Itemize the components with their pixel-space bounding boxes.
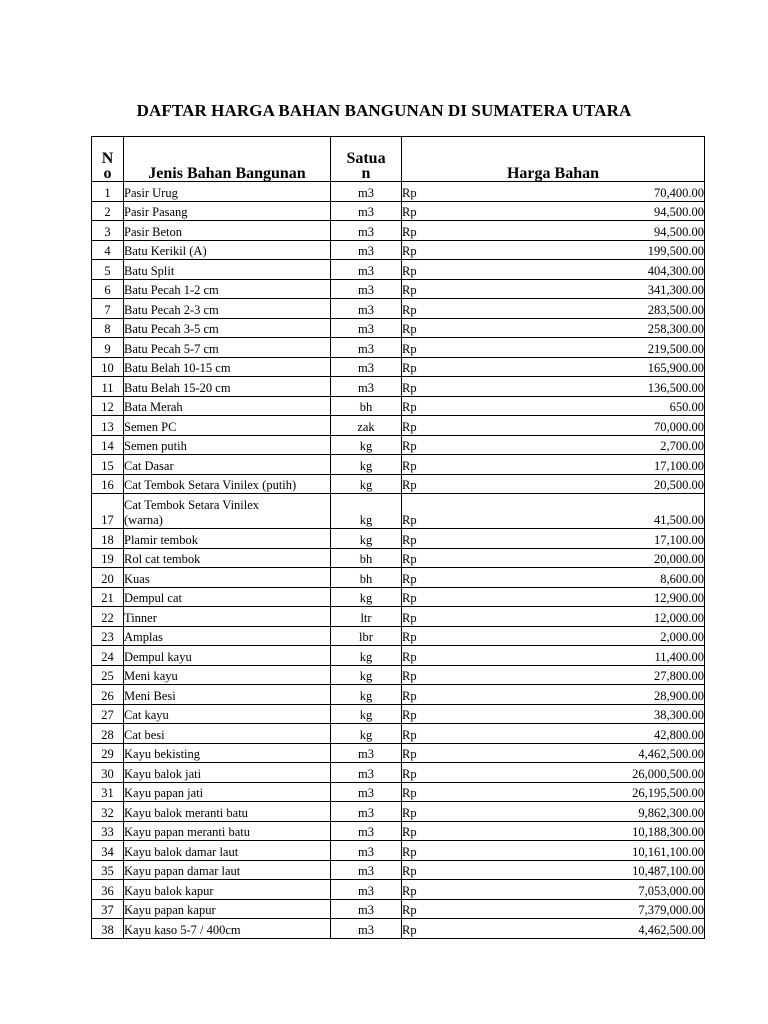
cell-price: 26,000,500.00 [553, 763, 705, 783]
cell-no: 14 [92, 435, 124, 455]
cell-currency: Rp [402, 724, 554, 744]
cell-unit: zak [331, 416, 402, 436]
cell-price: 11,400.00 [553, 646, 705, 666]
cell-currency: Rp [402, 685, 554, 705]
cell-unit: bh [331, 548, 402, 568]
cell-no: 27 [92, 704, 124, 724]
cell-price: 404,300.00 [553, 260, 705, 280]
cell-no: 24 [92, 646, 124, 666]
cell-no: 20 [92, 568, 124, 588]
cell-no: 12 [92, 396, 124, 416]
cell-currency: Rp [402, 299, 554, 319]
price-table [91, 136, 705, 939]
cell-price: 20,000.00 [553, 548, 705, 568]
cell-currency: Rp [402, 357, 554, 377]
cell-name: Cat Tembok Setara Vinilex (putih) [124, 474, 331, 494]
cell-price: 2,000.00 [553, 626, 705, 646]
cell-price: 165,900.00 [553, 357, 705, 377]
cell-no: 35 [92, 860, 124, 880]
table-row [92, 474, 705, 494]
cell-name: Pasir Beton [124, 221, 331, 241]
cell-price: 4,462,500.00 [553, 743, 705, 763]
cell-name: Kayu kaso 5-7 / 400cm [124, 919, 331, 939]
table-row [92, 802, 705, 822]
table-row [92, 279, 705, 299]
table-row [92, 763, 705, 783]
cell-currency: Rp [402, 743, 554, 763]
cell-price: 28,900.00 [553, 685, 705, 705]
cell-unit: m3 [331, 221, 402, 241]
cell-name: Batu Belah 10-15 cm [124, 357, 331, 377]
cell-no: 11 [92, 377, 124, 397]
cell-currency: Rp [402, 338, 554, 358]
cell-currency: Rp [402, 607, 554, 627]
cell-unit: m3 [331, 338, 402, 358]
cell-name: Kayu papan jati [124, 782, 331, 802]
cell-no: 6 [92, 279, 124, 299]
cell-name: Bata Merah [124, 396, 331, 416]
cell-currency: Rp [402, 880, 554, 900]
cell-price: 94,500.00 [553, 201, 705, 221]
cell-unit: m3 [331, 201, 402, 221]
cell-name: Batu Pecah 2-3 cm [124, 299, 331, 319]
cell-no: 31 [92, 782, 124, 802]
table-row [92, 416, 705, 436]
cell-unit: kg [331, 435, 402, 455]
cell-unit: m3 [331, 240, 402, 260]
cell-unit: m3 [331, 299, 402, 319]
cell-name: Kayu balok jati [124, 763, 331, 783]
table-row [92, 665, 705, 685]
table-row [92, 240, 705, 260]
cell-price: 20,500.00 [553, 474, 705, 494]
cell-unit: m3 [331, 880, 402, 900]
cell-currency: Rp [402, 568, 554, 588]
cell-price: 12,900.00 [553, 587, 705, 607]
cell-currency: Rp [402, 396, 554, 416]
cell-name: Kayu balok kapur [124, 880, 331, 900]
cell-price: 283,500.00 [553, 299, 705, 319]
cell-price: 26,195,500.00 [553, 782, 705, 802]
cell-unit: m3 [331, 821, 402, 841]
cell-currency: Rp [402, 201, 554, 221]
cell-unit: m3 [331, 318, 402, 338]
cell-no: 18 [92, 529, 124, 549]
cell-currency: Rp [402, 494, 554, 529]
header-row [92, 137, 705, 182]
cell-no: 16 [92, 474, 124, 494]
cell-price: 38,300.00 [553, 704, 705, 724]
cell-no: 10 [92, 357, 124, 377]
cell-unit: m3 [331, 357, 402, 377]
cell-no: 36 [92, 880, 124, 900]
cell-price: 17,100.00 [553, 529, 705, 549]
cell-name: Batu Kerikil (A) [124, 240, 331, 260]
cell-name: Batu Pecah 1-2 cm [124, 279, 331, 299]
cell-no: 22 [92, 607, 124, 627]
cell-name: Cat besi [124, 724, 331, 744]
table-row [92, 182, 705, 202]
header-no: N o [92, 137, 124, 182]
cell-no: 32 [92, 802, 124, 822]
cell-unit: m3 [331, 763, 402, 783]
cell-price: 70,400.00 [553, 182, 705, 202]
table-row [92, 743, 705, 763]
cell-price: 17,100.00 [553, 455, 705, 475]
cell-unit: kg [331, 455, 402, 475]
cell-name: Cat kayu [124, 704, 331, 724]
cell-no: 34 [92, 841, 124, 861]
table-row [92, 646, 705, 666]
cell-unit: m3 [331, 782, 402, 802]
cell-currency: Rp [402, 455, 554, 475]
cell-unit: m3 [331, 377, 402, 397]
cell-unit: kg [331, 587, 402, 607]
cell-price: 41,500.00 [553, 494, 705, 529]
cell-no: 28 [92, 724, 124, 744]
cell-unit: kg [331, 724, 402, 744]
cell-price: 42,800.00 [553, 724, 705, 744]
cell-unit: m3 [331, 182, 402, 202]
cell-price: 10,188,300.00 [553, 821, 705, 841]
table-row [92, 435, 705, 455]
cell-price: 7,379,000.00 [553, 899, 705, 919]
cell-currency: Rp [402, 802, 554, 822]
cell-unit: bh [331, 568, 402, 588]
cell-unit: kg [331, 529, 402, 549]
table-row [92, 685, 705, 705]
cell-unit: m3 [331, 899, 402, 919]
table-row [92, 607, 705, 627]
table-row [92, 357, 705, 377]
cell-unit: m3 [331, 919, 402, 939]
table-row [92, 860, 705, 880]
cell-no: 38 [92, 919, 124, 939]
cell-unit: m3 [331, 743, 402, 763]
cell-price: 8,600.00 [553, 568, 705, 588]
cell-price: 341,300.00 [553, 279, 705, 299]
cell-name: Kayu balok meranti batu [124, 802, 331, 822]
cell-no: 21 [92, 587, 124, 607]
cell-unit: lbr [331, 626, 402, 646]
cell-price: 7,053,000.00 [553, 880, 705, 900]
cell-no: 30 [92, 763, 124, 783]
cell-no: 13 [92, 416, 124, 436]
cell-unit: m3 [331, 802, 402, 822]
cell-price: 219,500.00 [553, 338, 705, 358]
cell-unit: kg [331, 704, 402, 724]
table-row [92, 587, 705, 607]
table-row [92, 724, 705, 744]
cell-currency: Rp [402, 860, 554, 880]
cell-currency: Rp [402, 841, 554, 861]
cell-name: Kayu balok damar laut [124, 841, 331, 861]
cell-price: 70,000.00 [553, 416, 705, 436]
cell-currency: Rp [402, 435, 554, 455]
table-row [92, 899, 705, 919]
cell-price: 136,500.00 [553, 377, 705, 397]
cell-price: 10,161,100.00 [553, 841, 705, 861]
cell-name: Batu Pecah 5-7 cm [124, 338, 331, 358]
cell-price: 12,000.00 [553, 607, 705, 627]
cell-unit: m3 [331, 860, 402, 880]
cell-name: Plamir tembok [124, 529, 331, 549]
table-row [92, 299, 705, 319]
cell-name: Dempul kayu [124, 646, 331, 666]
cell-no: 4 [92, 240, 124, 260]
cell-name: Semen PC [124, 416, 331, 436]
cell-name: Meni Besi [124, 685, 331, 705]
cell-price: 2,700.00 [553, 435, 705, 455]
cell-currency: Rp [402, 704, 554, 724]
document-title: DAFTAR HARGA BAHAN BANGUNAN DI SUMATERA UTARA [136, 101, 632, 120]
cell-name: Pasir Pasang [124, 201, 331, 221]
cell-unit: kg [331, 665, 402, 685]
cell-unit: m3 [331, 279, 402, 299]
cell-no: 29 [92, 743, 124, 763]
cell-name: Kuas [124, 568, 331, 588]
cell-currency: Rp [402, 782, 554, 802]
cell-no: 37 [92, 899, 124, 919]
cell-no: 17 [92, 494, 124, 529]
cell-name: Kayu papan meranti batu [124, 821, 331, 841]
cell-unit: kg [331, 685, 402, 705]
cell-currency: Rp [402, 763, 554, 783]
cell-no: 19 [92, 548, 124, 568]
cell-price: 258,300.00 [553, 318, 705, 338]
table-row [92, 455, 705, 475]
cell-currency: Rp [402, 646, 554, 666]
cell-name: Kayu bekisting [124, 743, 331, 763]
table-row [92, 782, 705, 802]
cell-name: Kayu papan kapur [124, 899, 331, 919]
table-row [92, 568, 705, 588]
cell-no: 2 [92, 201, 124, 221]
table-row [92, 494, 705, 529]
table-row [92, 221, 705, 241]
cell-currency: Rp [402, 626, 554, 646]
cell-name: Batu Split [124, 260, 331, 280]
table-row [92, 821, 705, 841]
cell-name: Batu Belah 15-20 cm [124, 377, 331, 397]
cell-currency: Rp [402, 318, 554, 338]
cell-price: 94,500.00 [553, 221, 705, 241]
cell-no: 9 [92, 338, 124, 358]
table-row [92, 318, 705, 338]
table-row [92, 841, 705, 861]
cell-currency: Rp [402, 240, 554, 260]
cell-currency: Rp [402, 548, 554, 568]
cell-price: 199,500.00 [553, 240, 705, 260]
table-row [92, 396, 705, 416]
cell-currency: Rp [402, 182, 554, 202]
cell-currency: Rp [402, 474, 554, 494]
cell-currency: Rp [402, 587, 554, 607]
cell-unit: m3 [331, 260, 402, 280]
cell-name: Dempul cat [124, 587, 331, 607]
header-unit: Satua n [331, 137, 402, 182]
table-row [92, 529, 705, 549]
cell-no: 8 [92, 318, 124, 338]
table-row [92, 704, 705, 724]
cell-no: 26 [92, 685, 124, 705]
cell-currency: Rp [402, 260, 554, 280]
cell-no: 3 [92, 221, 124, 241]
table-header [92, 137, 705, 182]
cell-currency: Rp [402, 899, 554, 919]
cell-price: 27,800.00 [553, 665, 705, 685]
cell-name: Cat Dasar [124, 455, 331, 475]
cell-no: 7 [92, 299, 124, 319]
cell-name: Pasir Urug [124, 182, 331, 202]
cell-no: 23 [92, 626, 124, 646]
table-row [92, 377, 705, 397]
cell-price: 650.00 [553, 396, 705, 416]
cell-name: Rol cat tembok [124, 548, 331, 568]
cell-unit: kg [331, 646, 402, 666]
table-row [92, 548, 705, 568]
cell-name: Amplas [124, 626, 331, 646]
cell-name: Kayu papan damar laut [124, 860, 331, 880]
cell-currency: Rp [402, 279, 554, 299]
cell-currency: Rp [402, 919, 554, 939]
cell-name: Tinner [124, 607, 331, 627]
cell-no: 15 [92, 455, 124, 475]
cell-price: 9,862,300.00 [553, 802, 705, 822]
cell-currency: Rp [402, 377, 554, 397]
table-row [92, 880, 705, 900]
cell-currency: Rp [402, 665, 554, 685]
cell-no: 25 [92, 665, 124, 685]
cell-name: Meni kayu [124, 665, 331, 685]
cell-unit: kg [331, 494, 402, 529]
table-row [92, 338, 705, 358]
cell-name: Semen putih [124, 435, 331, 455]
table-row [92, 201, 705, 221]
table-row [92, 260, 705, 280]
cell-unit: ltr [331, 607, 402, 627]
header-name: Jenis Bahan Bangunan [124, 137, 331, 182]
cell-no: 33 [92, 821, 124, 841]
cell-currency: Rp [402, 221, 554, 241]
cell-name: Batu Pecah 3-5 cm [124, 318, 331, 338]
cell-currency: Rp [402, 416, 554, 436]
table-body [92, 182, 705, 939]
header-price: Harga Bahan [402, 137, 705, 182]
table-row [92, 626, 705, 646]
cell-unit: bh [331, 396, 402, 416]
cell-name: Cat Tembok Setara Vinilex (warna) [124, 494, 331, 529]
cell-price: 4,462,500.00 [553, 919, 705, 939]
cell-price: 10,487,100.00 [553, 860, 705, 880]
cell-no: 1 [92, 182, 124, 202]
cell-unit: m3 [331, 841, 402, 861]
cell-no: 5 [92, 260, 124, 280]
table-row [92, 919, 705, 939]
cell-currency: Rp [402, 529, 554, 549]
cell-unit: kg [331, 474, 402, 494]
cell-currency: Rp [402, 821, 554, 841]
